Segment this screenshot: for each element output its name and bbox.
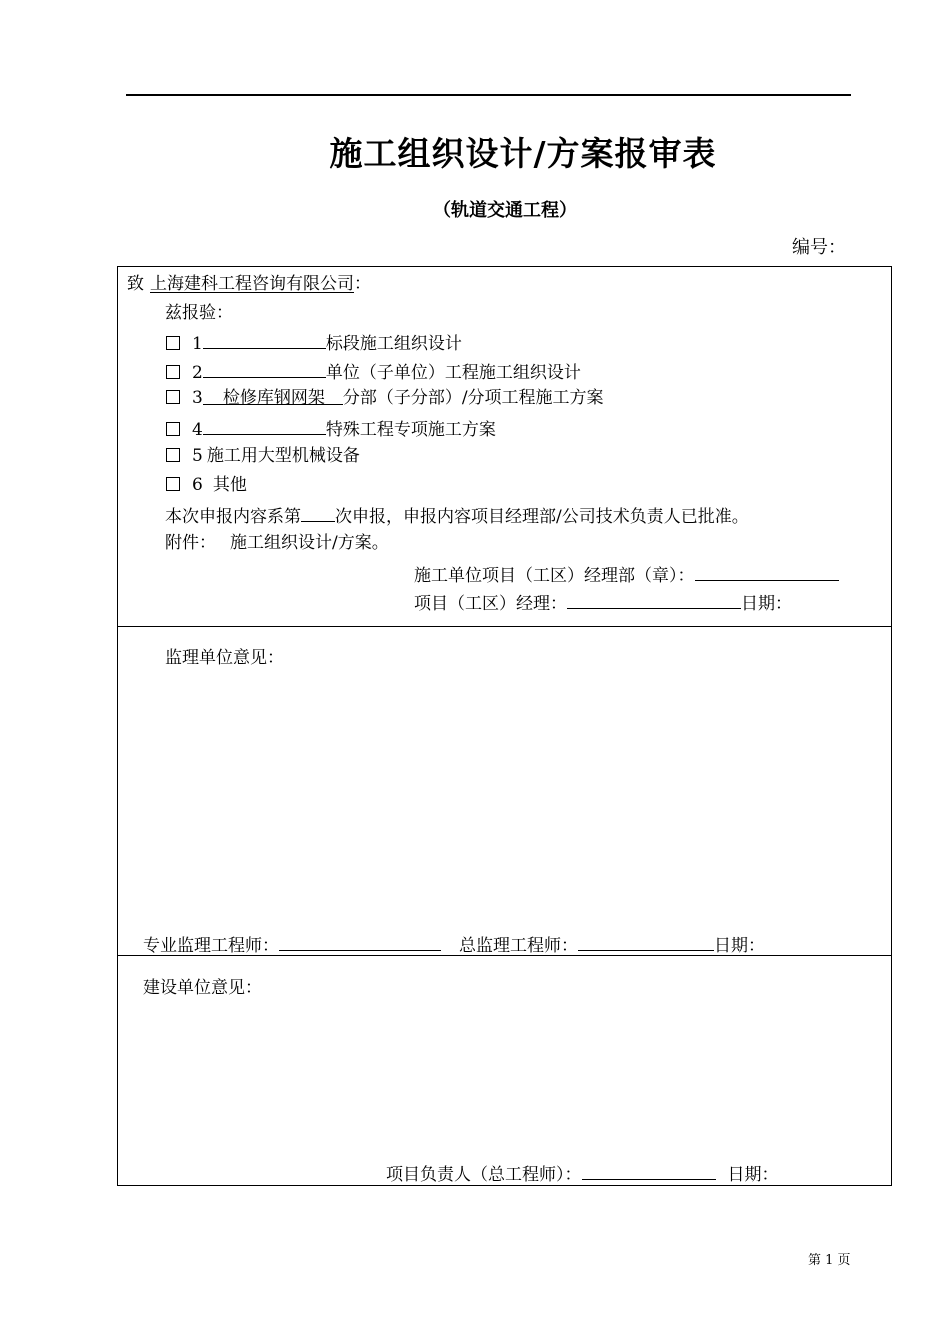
addressee-line bbox=[127, 273, 371, 295]
declaration-post: 次申报，申报内容项目经理部/公司技术负责人已批准。 bbox=[335, 507, 749, 527]
option-item-2 bbox=[166, 359, 581, 384]
attachment-value: 施工组织设计/方案。 bbox=[230, 533, 389, 553]
declaration-line bbox=[165, 503, 749, 528]
item-label: 其他 bbox=[212, 475, 247, 495]
chief-engineer-label: 总监理工程师： bbox=[459, 936, 578, 956]
submission-count-blank[interactable] bbox=[301, 503, 335, 522]
project-manager-label: 项目（工区）经理： bbox=[414, 594, 567, 614]
addressee-suffix: ： bbox=[354, 274, 371, 294]
item-fill-blank[interactable] bbox=[203, 416, 326, 435]
page-number: 第 1 页 bbox=[808, 1253, 851, 1268]
date-label: 日期： bbox=[727, 1165, 779, 1185]
owner-opinion-heading: 建设单位意见： bbox=[143, 978, 262, 998]
checkbox[interactable] bbox=[166, 336, 180, 350]
item-number: 3 bbox=[192, 388, 203, 408]
checkbox[interactable] bbox=[166, 422, 180, 436]
serial-number-label: 编号： bbox=[792, 237, 846, 258]
supervision-signature-line bbox=[143, 932, 765, 957]
addressee-org: 上海建科工程咨询有限公司 bbox=[150, 274, 354, 294]
option-item-5 bbox=[166, 445, 360, 467]
attachment-label: 附件： bbox=[165, 533, 216, 553]
form-subtitle: （轨道交通工程） bbox=[433, 200, 577, 221]
project-lead-signature-blank[interactable] bbox=[582, 1161, 716, 1180]
item-number: 1 bbox=[192, 334, 203, 354]
item-label: 分部（子分部）/分项工程施工方案 bbox=[342, 388, 604, 408]
item-label: 标段施工组织设计 bbox=[325, 334, 462, 354]
contractor-seal-blank[interactable] bbox=[695, 562, 839, 581]
date-label: 日期： bbox=[714, 936, 765, 956]
item-fill-value[interactable]: 检修库钢网架 bbox=[203, 387, 343, 405]
item-fill-blank[interactable] bbox=[203, 359, 326, 378]
top-rule bbox=[126, 94, 851, 96]
chief-engineer-signature-blank[interactable] bbox=[578, 932, 714, 951]
project-manager-signature-blank[interactable] bbox=[567, 590, 741, 609]
supervision-opinion-heading: 监理单位意见： bbox=[165, 648, 284, 668]
contractor-seal-label: 施工单位项目（工区）经理部（章）： bbox=[414, 566, 695, 586]
project-lead-label: 项目负责人（总工程师）： bbox=[386, 1165, 582, 1185]
item-number: 2 bbox=[192, 363, 203, 383]
option-item-1 bbox=[166, 330, 462, 355]
item-number: 5 bbox=[192, 446, 203, 466]
option-item-3 bbox=[166, 387, 604, 409]
specialist-engineer-label: 专业监理工程师： bbox=[143, 936, 279, 956]
item-number: 6 bbox=[192, 475, 203, 495]
checkbox[interactable] bbox=[166, 390, 180, 404]
specialist-engineer-signature-blank[interactable] bbox=[279, 932, 441, 951]
declaration-pre: 本次申报内容系第 bbox=[165, 507, 301, 527]
addressee-prefix: 致 bbox=[127, 274, 144, 294]
checkbox[interactable] bbox=[166, 365, 180, 379]
item-number: 4 bbox=[192, 420, 203, 440]
contractor-seal-line bbox=[414, 562, 839, 587]
item-label: 特殊工程专项施工方案 bbox=[325, 420, 496, 440]
project-manager-line bbox=[414, 590, 792, 615]
option-item-4 bbox=[166, 416, 496, 441]
intro-text: 兹报验： bbox=[165, 303, 233, 323]
attachment-line bbox=[165, 532, 389, 554]
item-label: 施工用大型机械设备 bbox=[206, 446, 360, 466]
checkbox[interactable] bbox=[166, 448, 180, 462]
option-item-6 bbox=[166, 474, 247, 496]
checkbox[interactable] bbox=[166, 477, 180, 491]
section-divider bbox=[117, 626, 892, 627]
item-label: 单位（子单位）工程施工组织设计 bbox=[325, 363, 581, 383]
item-fill-blank[interactable] bbox=[203, 330, 326, 349]
owner-signature-line bbox=[386, 1161, 779, 1186]
form-title: 施工组织设计/方案报审表 bbox=[329, 134, 717, 173]
date-label: 日期： bbox=[741, 594, 792, 614]
